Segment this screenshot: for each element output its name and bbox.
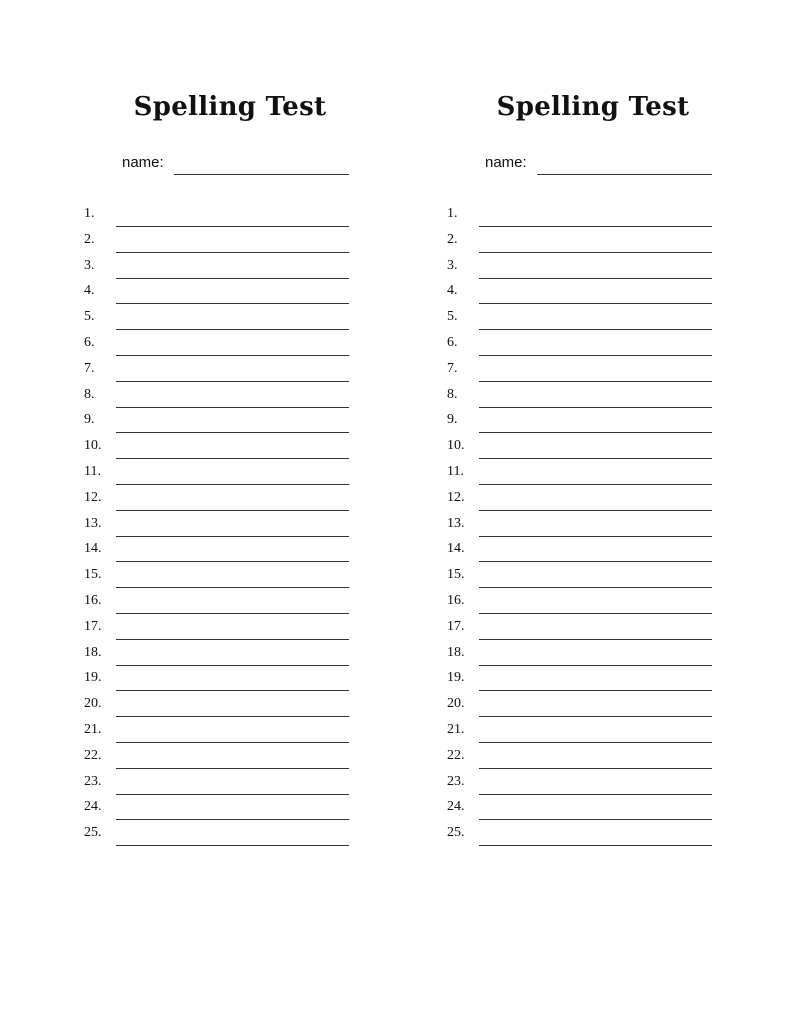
answer-row — [433, 357, 763, 383]
answer-row — [433, 202, 763, 228]
answer-list — [433, 202, 763, 847]
item-number: 23. — [447, 773, 465, 789]
item-number: 2. — [447, 231, 458, 247]
answer-row — [70, 563, 400, 589]
answer-row — [433, 512, 763, 538]
item-number: 5. — [447, 309, 458, 325]
answer-row — [433, 615, 763, 641]
item-number: 2. — [84, 231, 95, 247]
item-number: 4. — [84, 283, 95, 299]
answer-row — [70, 357, 400, 383]
answer-write-line[interactable] — [479, 845, 712, 846]
answer-row — [433, 537, 763, 563]
item-number: 14. — [447, 541, 465, 557]
item-number: 21. — [447, 721, 465, 737]
answer-row — [70, 692, 400, 718]
answer-row — [70, 228, 400, 254]
answer-row — [433, 434, 763, 460]
item-number: 13. — [84, 515, 102, 531]
answer-row — [433, 228, 763, 254]
item-number: 11. — [447, 463, 464, 479]
item-number: 24. — [84, 799, 102, 815]
answer-row — [70, 718, 400, 744]
item-number: 8. — [84, 386, 95, 402]
answer-row — [70, 383, 400, 409]
answer-row — [70, 795, 400, 821]
item-number: 1. — [447, 206, 458, 221]
answer-row — [70, 305, 400, 331]
item-number: 4. — [447, 283, 458, 299]
answer-row — [70, 331, 400, 357]
answer-row — [433, 408, 763, 434]
name-row — [485, 152, 725, 178]
item-number: 13. — [447, 515, 465, 531]
answer-row — [433, 692, 763, 718]
answer-row — [433, 563, 763, 589]
answer-list — [70, 202, 400, 847]
item-number: 15. — [84, 567, 102, 583]
item-number: 10. — [84, 438, 102, 454]
item-number: 12. — [84, 489, 102, 505]
answer-row — [70, 408, 400, 434]
answer-row — [433, 331, 763, 357]
item-number: 17. — [447, 618, 465, 634]
item-number: 16. — [84, 592, 102, 608]
item-number: 20. — [447, 696, 465, 712]
answer-row — [433, 279, 763, 305]
item-number: 7. — [84, 360, 95, 376]
answer-row — [433, 254, 763, 280]
item-number: 25. — [447, 825, 465, 841]
item-number: 7. — [447, 360, 458, 376]
answer-row — [70, 279, 400, 305]
answer-write-line[interactable] — [116, 845, 349, 846]
answer-row — [433, 486, 763, 512]
name-label: name: — [485, 154, 527, 171]
item-number: 24. — [447, 799, 465, 815]
item-number: 25. — [84, 825, 102, 841]
answer-row — [70, 770, 400, 796]
item-number: 3. — [447, 257, 458, 273]
answer-row — [433, 589, 763, 615]
item-number: 12. — [447, 489, 465, 505]
item-number: 23. — [84, 773, 102, 789]
spelling-test-sheet-right — [433, 0, 763, 900]
name-write-line[interactable] — [174, 174, 349, 175]
answer-row — [433, 795, 763, 821]
item-number: 20. — [84, 696, 102, 712]
answer-row — [70, 589, 400, 615]
name-label: name: — [122, 154, 164, 171]
item-number: 22. — [447, 747, 465, 763]
item-number: 11. — [84, 463, 101, 479]
item-number: 15. — [447, 567, 465, 583]
answer-row — [70, 641, 400, 667]
item-number: 6. — [84, 334, 95, 350]
answer-row — [70, 666, 400, 692]
answer-row — [433, 770, 763, 796]
name-row — [122, 152, 362, 178]
answer-row — [433, 718, 763, 744]
item-number: 17. — [84, 618, 102, 634]
answer-row — [433, 744, 763, 770]
item-number: 10. — [447, 438, 465, 454]
answer-row — [433, 641, 763, 667]
answer-row — [70, 486, 400, 512]
sheet-title: Spelling Test — [133, 92, 327, 122]
item-number: 21. — [84, 721, 102, 737]
item-number: 18. — [84, 644, 102, 660]
answer-row — [70, 202, 400, 228]
spelling-test-sheet-left — [70, 0, 400, 900]
item-number: 5. — [84, 309, 95, 325]
item-number: 8. — [447, 386, 458, 402]
item-number: 18. — [447, 644, 465, 660]
item-number: 19. — [447, 670, 465, 686]
answer-row — [433, 305, 763, 331]
item-number: 1. — [84, 206, 95, 221]
answer-row — [433, 666, 763, 692]
item-number: 22. — [84, 747, 102, 763]
item-number: 3. — [84, 257, 95, 273]
item-number: 16. — [447, 592, 465, 608]
item-number: 6. — [447, 334, 458, 350]
answer-row — [70, 254, 400, 280]
answer-row — [433, 821, 763, 847]
sheet-title: Spelling Test — [496, 92, 690, 122]
name-write-line[interactable] — [537, 174, 712, 175]
answer-row — [70, 512, 400, 538]
item-number: 19. — [84, 670, 102, 686]
item-number: 9. — [447, 412, 458, 428]
answer-row — [433, 460, 763, 486]
answer-row — [433, 383, 763, 409]
answer-row — [70, 537, 400, 563]
answer-row — [70, 460, 400, 486]
answer-row — [70, 615, 400, 641]
item-number: 14. — [84, 541, 102, 557]
answer-row — [70, 744, 400, 770]
item-number: 9. — [84, 412, 95, 428]
answer-row — [70, 434, 400, 460]
answer-row — [70, 821, 400, 847]
